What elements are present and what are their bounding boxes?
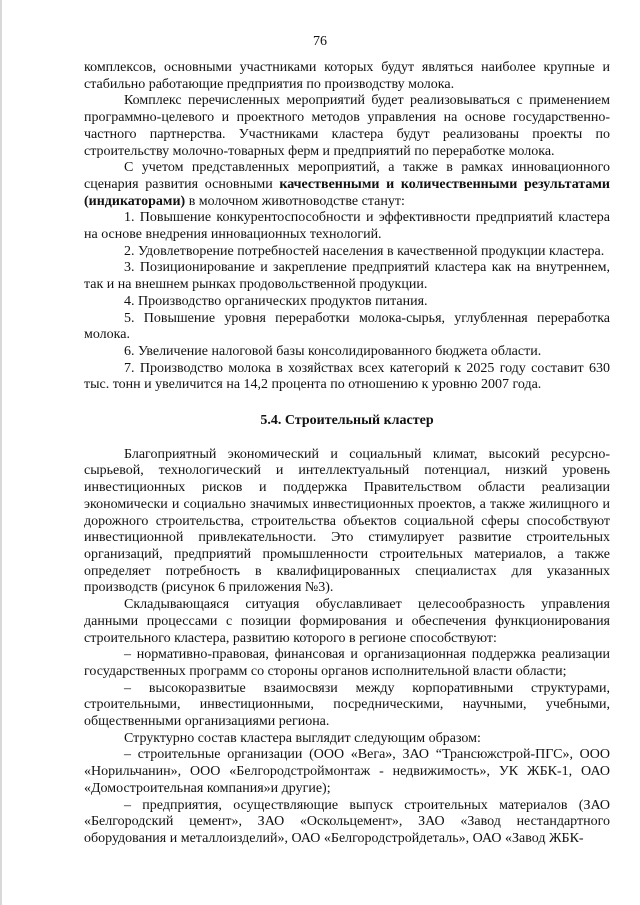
list-item: 4. Производство органических продуктов питания. xyxy=(124,293,428,309)
list-item: 5. Повышение уровня переработки молока-сырья, углубленная переработка молока. xyxy=(84,310,610,343)
list-item: – нормативно-правовая, финансовая и организационная поддержка реализации государственных программ со стороны органов исполнительной власти области; xyxy=(84,647,610,679)
list-item: 7. Производство молока в хозяйствах всех категорий к 2025 году составит 630 тыс. тонн и увеличится на 14,2 процента по отношению к уровню 2007 года. xyxy=(84,360,610,393)
scan-edge xyxy=(0,0,2,905)
list-item: 2. Удовлетворение потребностей населения в качественной продукции кластера. xyxy=(124,243,605,259)
page-number: 76 xyxy=(313,34,327,49)
results-intro-tail: в молочном животноводстве станут: xyxy=(185,193,405,209)
paragraph-complex: Комплекс перечисленных мероприятий будет реализовываться с применением программно-целевого и проектного методов управления на основе государственно-частного партнерства. Участниками кластера будут реализованы проекты по строительству молочно-товарных ферм и предприятий по переработке молока. xyxy=(84,93,610,159)
list-item: – предприятия, осуществляющие выпуск строительных материалов (ЗАО «Белгородский цемент», ЗАО «Оскольцемент», ЗАО «Завод нестандартного оборудования и металлоизделий», ОАО «Белгородстройдеталь», ОАО «Завод ЖБК- xyxy=(84,797,610,846)
section-heading: 5.4. Строительный кластер xyxy=(260,413,434,429)
list-item: 3. Позиционирование и закрепление предприятий кластера как на внутреннем, так и на внешнем рынках продовольственной продукции. xyxy=(84,260,610,293)
page-body xyxy=(84,60,610,848)
list-item: – строительные организации (ООО «Вега», ЗАО “Трансюжстрой-ПГС», ООО «Норильчанин», ООО «Белгородстроймонтаж - недвижимость», УК ЖБК-1, ОАО «Домостроительная компания»и другие); xyxy=(84,747,610,796)
results-bold-text: качественными и количественными результатами (индикаторами) xyxy=(84,176,610,209)
paragraph-situation: Складывающаяся ситуация обуславливает целесообразность управления данными процессами с позиции формирования и обеспечения функционирования строительного кластера, развитию которого в регионе способствуют: xyxy=(84,597,610,646)
list-item: – высокоразвитые взаимосвязи между корпоративными структурами, строительными, инвестиционными, посредническими, научными, учебными, общественными организациями региона. xyxy=(84,680,610,730)
paragraph-continuation: комплексов, основными участниками которых будут являться наиболее крупные и стабильно работающие предприятия по производству молока. xyxy=(84,60,610,92)
paragraph-climate: Благоприятный экономический и социальный климат, высокий ресурсно-сырьевой, технологический и интеллектуальный потенциал, низкий уровень инвестиционных рисков и поддержка Правительством области реализации экономически и социально значимых инвестиционных проектов, а также жилищного и дорожного строительства, строительства объектов социальной сферы способствуют инвестиционной привлекательности. Это стимулирует развитие строительных организаций, предприятий промышленности строительных материалов, а также определяет потребность в квалифицированных специалистах для указанных производств (рисунок 6 приложения №3). xyxy=(84,446,610,596)
paragraph-structure: Структурно состав кластера выглядит следующим образом: xyxy=(124,730,481,746)
paragraph-results-intro xyxy=(84,160,610,210)
list-item: 6. Увеличение налоговой базы консолидированного бюджета области. xyxy=(124,343,542,359)
list-item: 1. Повышение конкурентоспособности и эффективности предприятий кластера на основе внедрения инновационных технологий. xyxy=(84,210,610,243)
results-intro-text: С учетом представленных мероприятий, а также в рамках инновационного сценария развития основными xyxy=(84,160,610,192)
